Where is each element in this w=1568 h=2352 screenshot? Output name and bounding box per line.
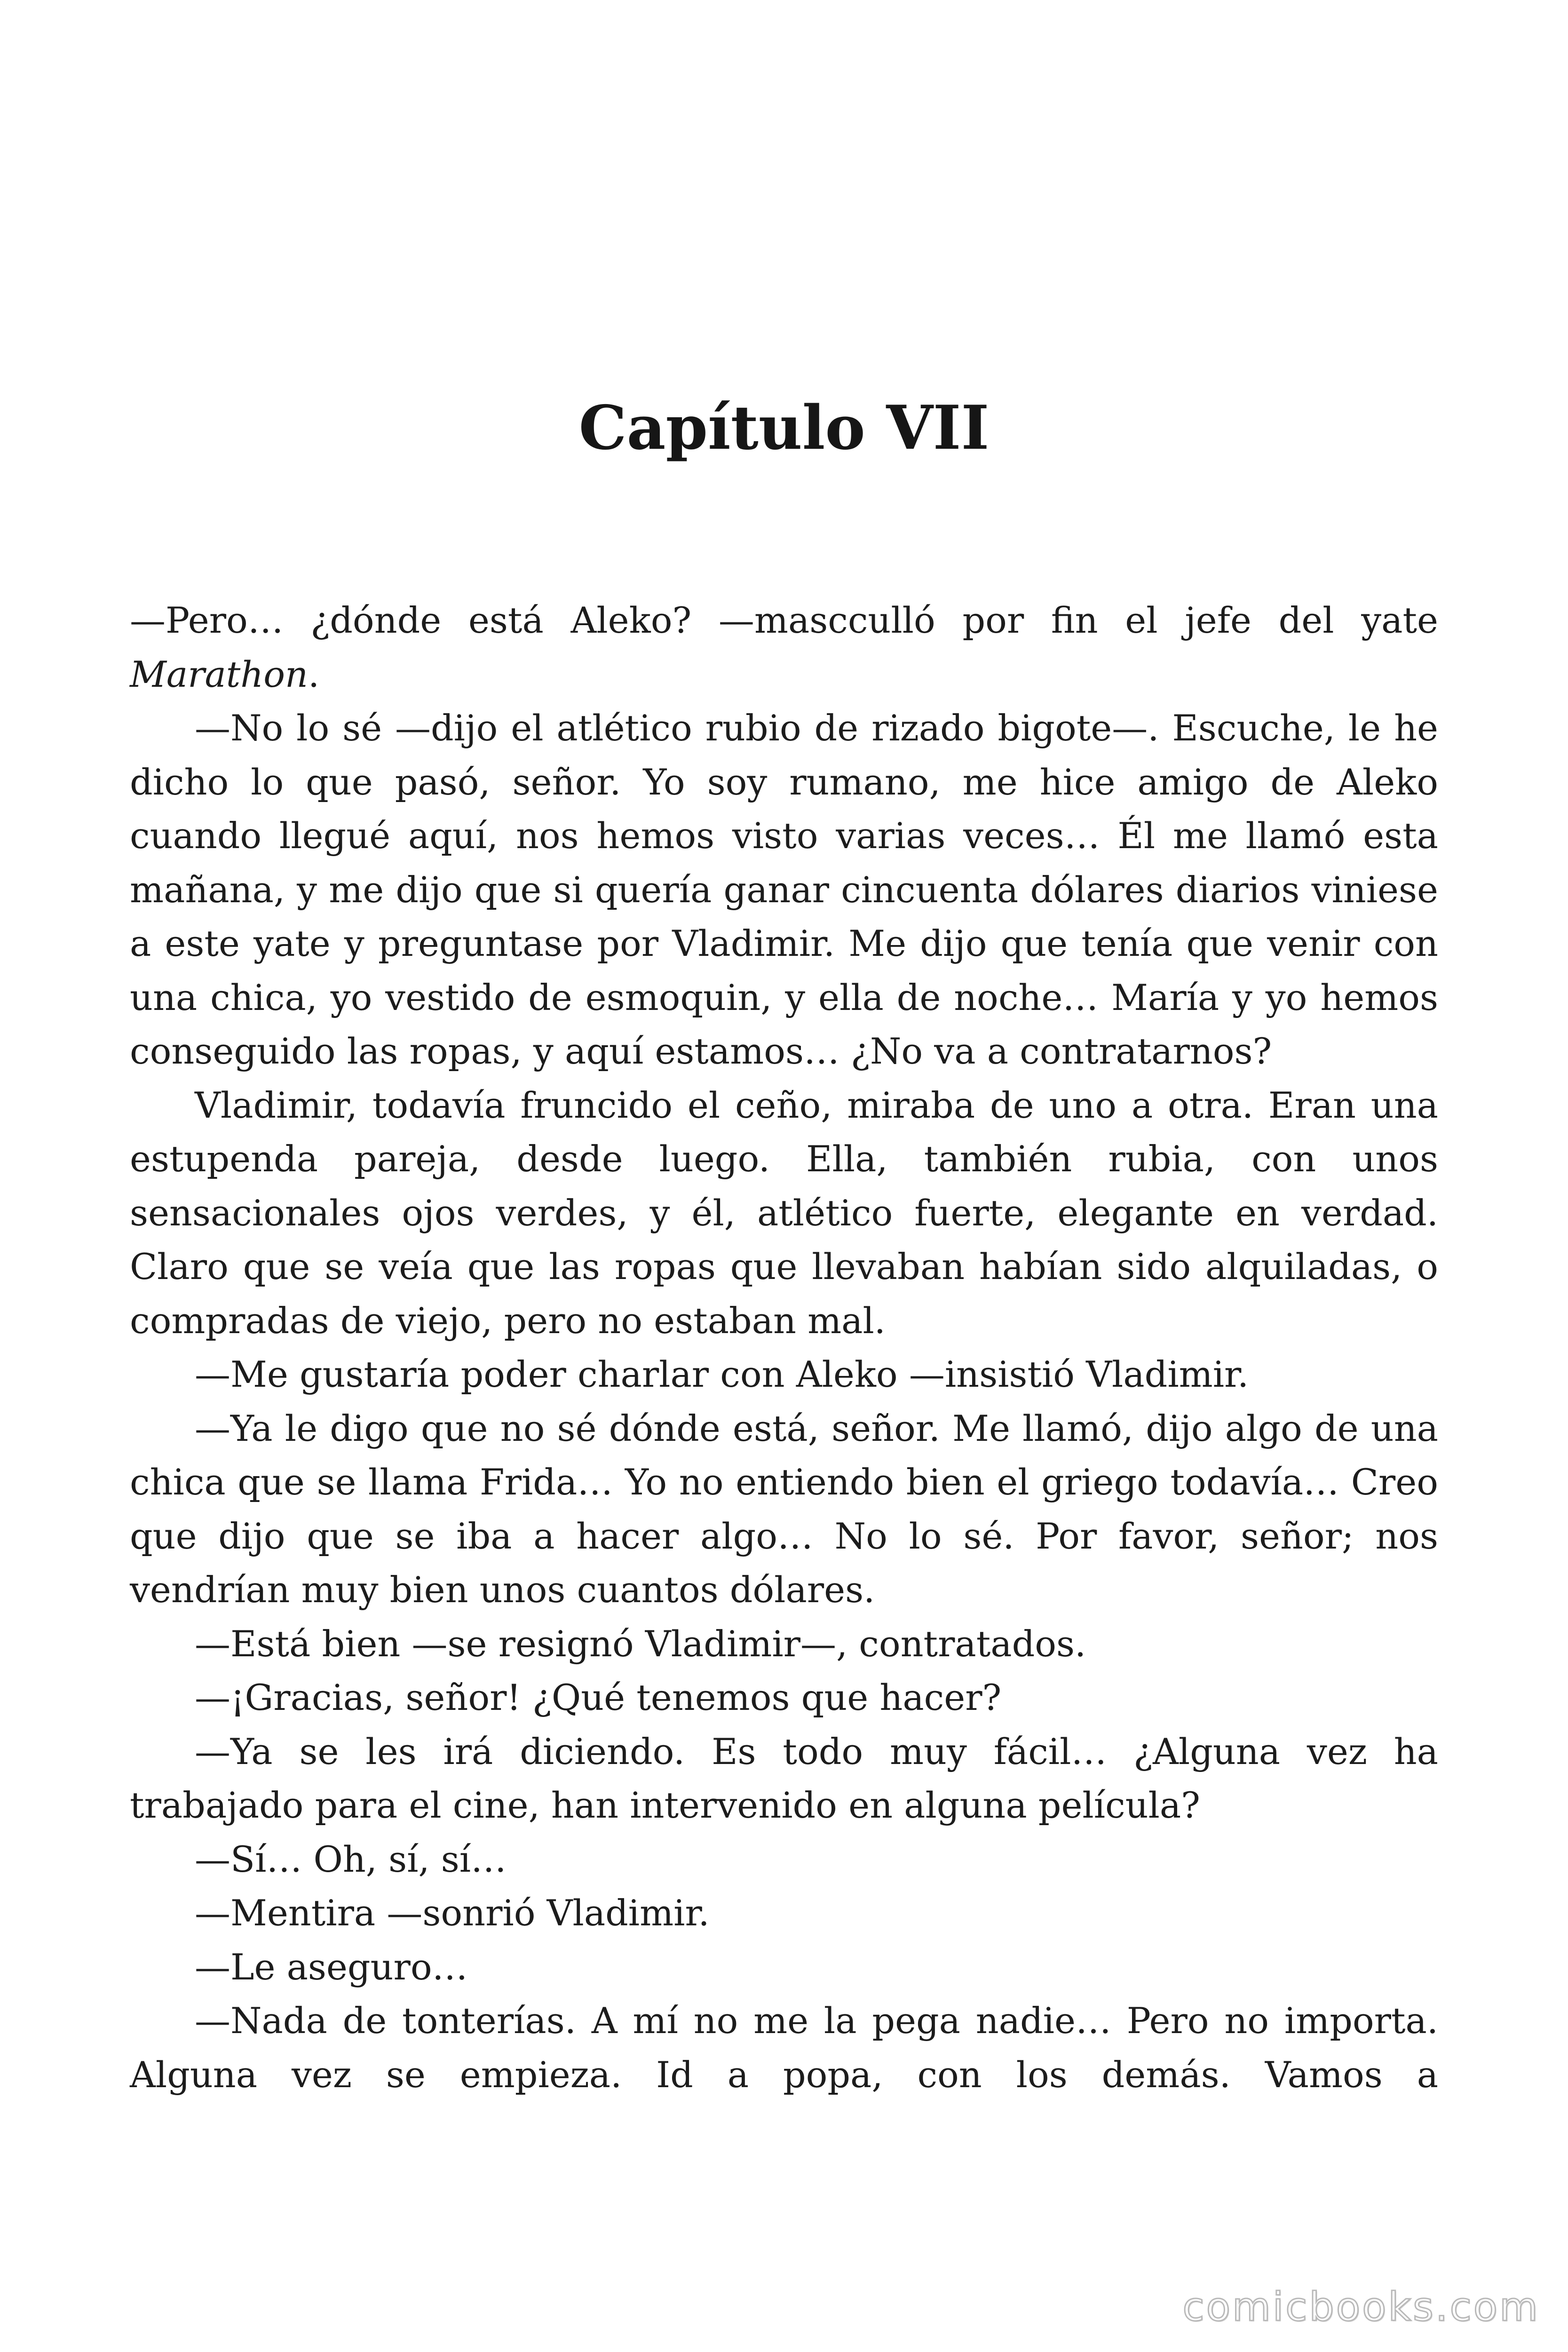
paragraph-8: —Ya se les irá diciendo. Es todo muy fácil… ¿Alguna vez ha trabajado para el cine, han intervenido en alguna película?	[130, 1730, 1438, 1826]
yacht-name: Marathon	[130, 653, 308, 695]
paragraph-12: —Nada de tonterías. A mí no me la pega nadie… Pero no importa. Alguna vez se empieza. Id a popa, con los demás. Vamos a	[130, 2000, 1438, 2096]
paragraph-11: —Le aseguro…	[195, 1946, 468, 1988]
paragraph-6: —Está bien —se resignó Vladimir—, contratados.	[195, 1622, 1086, 1665]
paragraph-5: —Ya le digo que no sé dónde está, señor. Me llamó, dijo algo de una chica que se llama Frida… Yo no entiendo bien el griego todavía… Creo que dijo que se iba a hacer algo… No lo sé. Por favor, señor; nos vendrían muy bien unos cuantos dólares.	[130, 1407, 1438, 1611]
paragraph-1-text: —Pero… ¿dónde está Aleko? —mascculló por fin el jefe del yate	[130, 599, 1438, 641]
paragraph-3: Vladimir, todavía fruncido el ceño, miraba de uno a otra. Eran una estupenda pareja, desde luego. Ella, también rubia, con unos sensacionales ojos verdes, y él, atlético fuerte, elegante en verdad. Claro que se veía que las ropas que llevaban habían sido alquiladas, o compradas de viejo, pero no estaban mal.	[130, 1084, 1438, 1342]
chapter-body	[130, 594, 1438, 2102]
paragraph-1-end: .	[308, 653, 320, 695]
paragraph-4: —Me gustaría poder charlar con Aleko —insistió Vladimir.	[195, 1353, 1249, 1395]
paragraph-9: —Sí… Oh, sí, sí…	[195, 1838, 507, 1880]
paragraph-7: —¡Gracias, señor! ¿Qué tenemos que hacer?	[195, 1677, 1002, 1718]
watermark: comicbooks.com	[1182, 2284, 1540, 2330]
paragraph-2: —No lo sé —dijo el atlético rubio de rizado bigote—. Escuche, le he dicho lo que pasó, señor. Yo soy rumano, me hice amigo de Aleko cuando llegué aquí, nos hemos visto varias veces… Él me llamó esta mañana, y me dijo que si quería ganar cincuenta dólares diarios viniese a este yate y preguntase por Vladimir. Me dijo que tenía que venir con una chica, yo vestido de esmoquin, y ella de noche… María y yo hemos conseguido las ropas, y aquí estamos… ¿No va a contratarnos?	[130, 707, 1438, 1072]
paragraph-10: —Mentira —sonrió Vladimir.	[195, 1892, 710, 1934]
paragraph-1	[130, 594, 1438, 701]
chapter-title: Capítulo VII	[578, 393, 990, 463]
